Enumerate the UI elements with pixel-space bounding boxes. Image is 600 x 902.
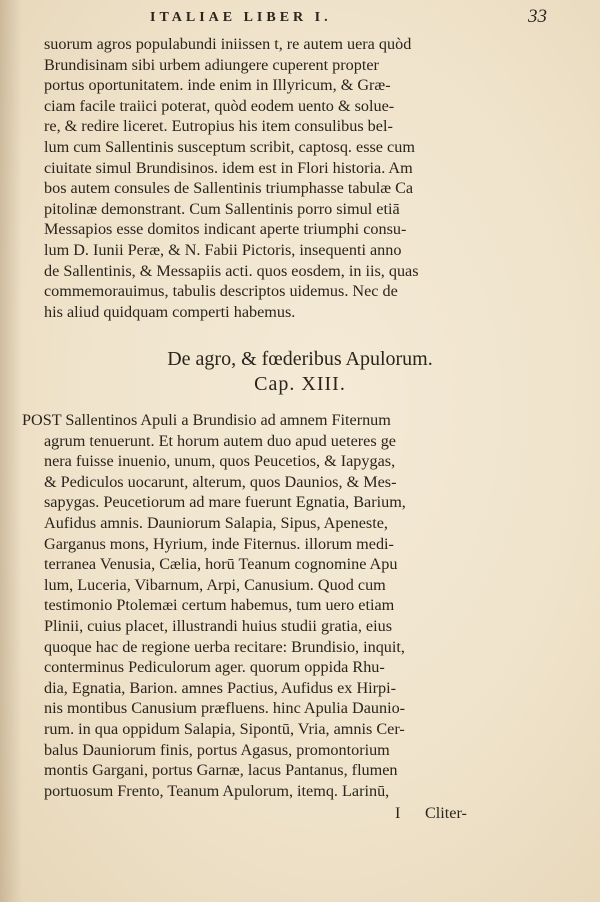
text-line: ciam facile traiici poterat, quòd eodem uento & solue- — [44, 96, 395, 115]
text-line: quoque hac de regione uerba recitare: Brundisio, inquit, — [44, 637, 405, 656]
text-line: pitolinæ demonstrant. Cum Sallentinis porro simul etiā — [44, 199, 400, 218]
text-line: POST Sallentinos Apuli a Brundisio ad amnem Fiternum — [22, 411, 391, 429]
paragraph-2 — [22, 410, 522, 801]
chapter-number: Cap. XIII. — [254, 373, 346, 395]
page-footer — [395, 803, 467, 823]
signature-mark: I — [395, 804, 401, 822]
running-title: ITALIAE LIBER I. — [150, 10, 332, 25]
text-line: portuosum Frento, Teanum Apulorum, itemq. Larinū, — [44, 781, 390, 800]
gutter-shadow — [0, 0, 22, 902]
text-line: montis Gargani, portus Garnæ, lacus Pantanus, flumen — [44, 761, 398, 780]
text-line: dia, Egnatia, Barion. amnes Pactius, Aufidus ex Hirpi- — [44, 678, 397, 697]
text-line: agrum tenuerunt. Et horum autem duo apud ueteres ge — [44, 431, 396, 450]
text-line: testimonio Ptolemæi certum habemus, tum uero etiam — [44, 596, 395, 615]
text-line: Brundisinam sibi urbem adiungere cuperent propter — [44, 55, 379, 74]
text-line: de Sallentinis, & Messapiis acti. quos eosdem, in iis, quas — [44, 261, 419, 280]
text-line: lum cum Sallentinis susceptum scribit, captosq. esse cum — [44, 137, 415, 156]
text-line: ciuitate simul Brundisinos. idem est in Flori historia. Am — [44, 158, 413, 177]
chapter-title: De agro, & fœderibus Apulorum. — [167, 348, 433, 370]
text-line: nera fuisse inuenio, unum, quos Peucetios, & Iapygas, — [44, 452, 396, 471]
running-head — [0, 6, 600, 34]
text-line: & Pediculos uocarunt, alterum, quos Daunios, & Mes- — [44, 472, 397, 491]
text-line: Plinii, cuius placet, illustrandi huius studii gratia, eius — [44, 616, 392, 635]
text-line: bos autem consules de Sallentinis triumphasse tabulæ Ca — [44, 179, 414, 198]
text-line: sapygas. Peucetiorum ad mare fuerunt Egnatia, Barium, — [44, 493, 406, 512]
text-line: nis montibus Canusium præfluens. hinc Apulia Daunio- — [44, 699, 406, 718]
text-line: lum D. Iunii Peræ, & N. Fabii Pictoris, insequenti anno — [44, 240, 402, 259]
text-line: suorum agros populabundi iniissen t, re autem uera quòd — [44, 35, 412, 53]
text-line: commemorauimus, tabulis descriptos uidemus. Nec de — [44, 282, 398, 301]
text-line: re, & redire liceret. Eutropius his item consulibus bel- — [44, 117, 393, 136]
text-line: terranea Venusia, Cælia, horū Teanum cognomine Apu — [44, 555, 398, 574]
text-line: Aufidus amnis. Dauniorum Salapia, Sipus, Apeneste, — [44, 513, 388, 532]
text-line: lum, Luceria, Vibarnum, Arpi, Canusium. Quod cum — [44, 575, 386, 594]
catchword: Cliter- — [425, 804, 467, 822]
text-line: conterminus Pediculorum ager. quorum oppida Rhu- — [44, 658, 385, 677]
text-line: Garganus mons, Hyrium, inde Fiternus. illorum medi- — [44, 534, 394, 553]
text-line: balus Dauniorum finis, portus Agasus, promontorium — [44, 740, 390, 759]
text-line: rum. in qua oppidum Salapia, Sipontū, Vria, amnis Cer- — [44, 719, 405, 738]
text-line: his aliud quidquam comperti habemus. — [44, 302, 296, 321]
paragraph-1 — [44, 34, 524, 322]
page-number: 33 — [528, 6, 547, 27]
text-line: portus oportunitatem. inde enim in Illyricum, & Græ- — [44, 76, 391, 95]
text-line: Messapios esse domitos indicant aperte triumphi consu- — [44, 220, 407, 239]
